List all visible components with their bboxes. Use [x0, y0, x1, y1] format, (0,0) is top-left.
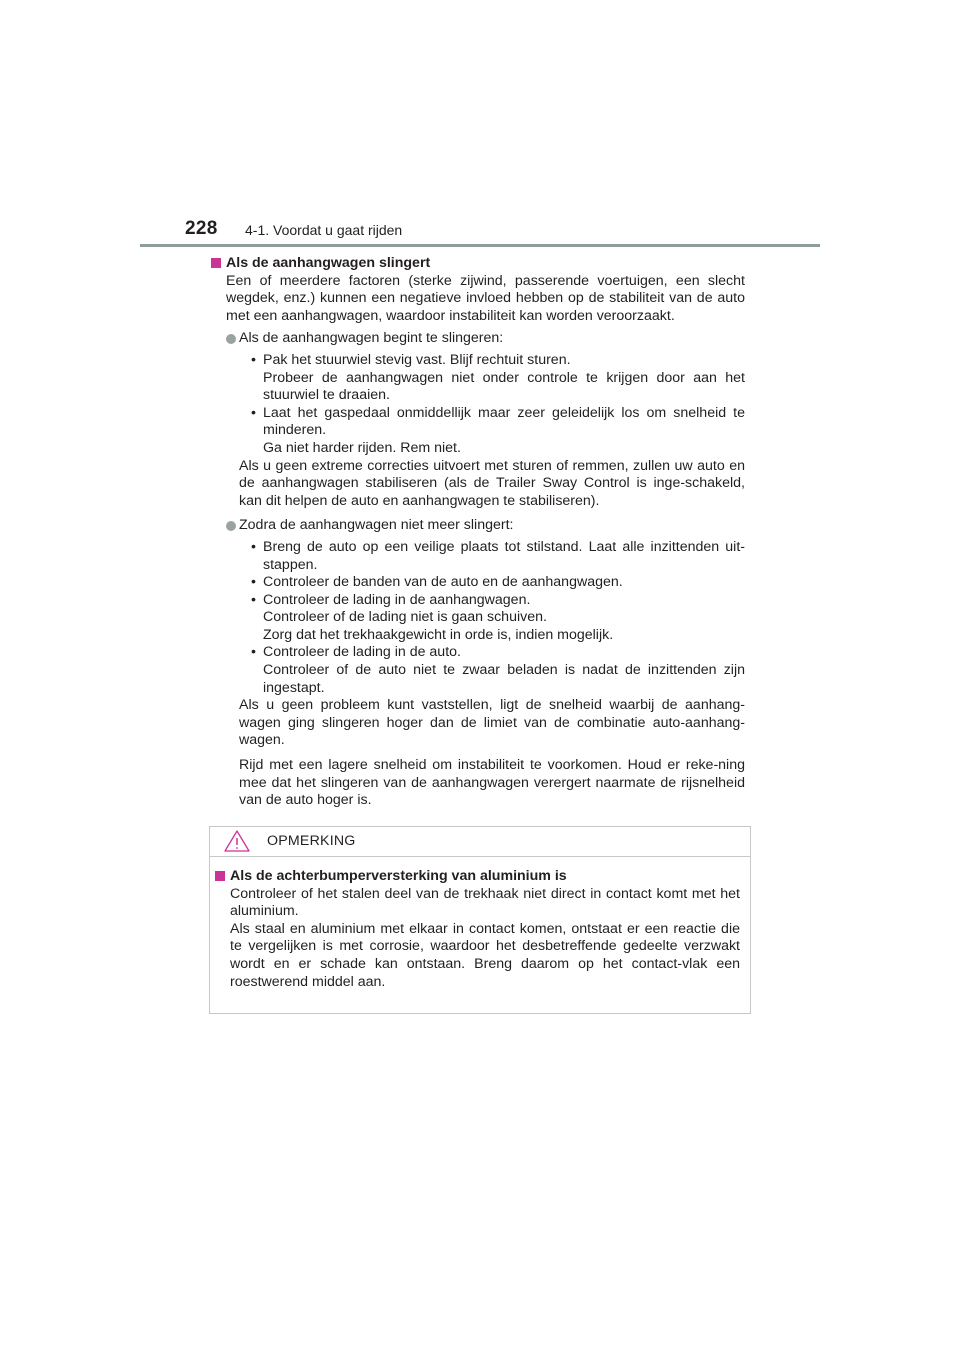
- list-item: [251, 405, 745, 458]
- bullet-item: [211, 517, 745, 535]
- notice-paragraph: Als staal en aluminium met elkaar in contact komen, ontstaat er een reactie die te vergelijken is met corrosie, waardoor het desbetreffende gedeelte verzwakt wordt en er schade kan ontstaan. Breng daarom op het contact-vlak een roestwerend middel aan.: [230, 920, 740, 990]
- bullet-title: Zodra de aanhangwagen niet meer slingert:: [239, 517, 514, 534]
- notice-body: [215, 868, 740, 991]
- list-item: [251, 539, 745, 574]
- notice-box: [209, 826, 751, 1014]
- square-bullet-icon: [211, 258, 221, 268]
- list-item: [251, 574, 745, 592]
- notice-label: OPMERKING: [267, 833, 356, 849]
- square-bullet-icon: [215, 871, 225, 881]
- circle-bullet-icon: [226, 334, 236, 344]
- list-item-text: Controleer de lading in de aanhangwagen.: [263, 591, 531, 608]
- list-item: [251, 352, 745, 405]
- list-item-continuation: Controleer of de auto niet te zwaar beladen is nadat de inzittenden zijn ingestapt.: [263, 662, 745, 696]
- list-item-text: Controleer de lading in de auto.: [263, 644, 461, 661]
- followup-paragraph: Als u geen probleem kunt vaststellen, ligt de snelheid waarbij de aanhang-wagen ging slingeren hoger dan de limiet van de combinatie auto-aanhang-wagen.: [239, 697, 745, 749]
- circle-bullet-icon: [226, 521, 236, 531]
- notice-header: [210, 827, 750, 857]
- dot-marker: •: [251, 404, 256, 421]
- section-heading-text: Als de aanhangwagen slingert: [226, 255, 431, 271]
- list-item-continuation: Controleer of de lading niet is gaan schuiven. Zorg dat het trekhaakgewicht in orde is, indien mogelijk.: [263, 609, 614, 643]
- dot-marker: •: [251, 574, 256, 591]
- dot-marker: •: [251, 351, 256, 368]
- bullet-title: Als de aanhangwagen begint te slingeren:: [239, 330, 504, 347]
- list-item: [251, 592, 745, 645]
- notice-paragraph: Controleer of het stalen deel van de trekhaak niet direct in contact komt met het aluminium.: [230, 885, 740, 920]
- followup-paragraph: Als u geen extreme correcties uitvoert met sturen of remmen, zullen uw auto en de aanhangwagen stabiliseren (als de Trailer Sway Control is inge-schakeld, kan dit helpen de auto en aanhangwagen te stabiliseren).: [239, 457, 745, 509]
- header-rule: [140, 244, 820, 247]
- list-item-text: Laat het gaspedaal onmiddellijk maar zeer geleidelijk los om snelheid te minderen.: [263, 404, 745, 439]
- warning-triangle-icon: [223, 829, 251, 853]
- bullet-item: [211, 330, 745, 348]
- followup-paragraph: Rijd met een lagere snelheid om instabiliteit te voorkomen. Houd er reke-ning mee dat het slingeren van de aanhangwagen verergert naarmate de rijsnelheid van de auto hoger is.: [239, 757, 745, 809]
- section-heading: [211, 255, 745, 273]
- main-content: [211, 255, 745, 810]
- list-item: [251, 644, 745, 697]
- list-item-continuation: Ga niet harder rijden. Rem niet.: [263, 439, 461, 456]
- intro-paragraph: Een of meerdere factoren (sterke zijwind, passerende voertuigen, een slecht wegdek, enz.) kunnen een negatieve invloed hebben op de stabiliteit van de auto met een aanhangwagen, waardoor instabiliteit kan worden veroorzaakt.: [226, 272, 745, 324]
- page-number: 228: [185, 218, 218, 239]
- dot-marker: •: [251, 644, 256, 661]
- notice-heading: [215, 868, 740, 886]
- page-header: [185, 218, 825, 244]
- sub-list: [211, 539, 745, 697]
- list-item-continuation: Probeer de aanhangwagen niet onder controle te krijgen door aan het stuurwiel te draaien.: [263, 369, 745, 404]
- section-title: 4-1. Voordat u gaat rijden: [245, 222, 403, 238]
- notice-heading-text: Als de achterbumperversterking van aluminium is: [230, 868, 567, 884]
- sub-list: [211, 352, 745, 458]
- list-item-text: Pak het stuurwiel stevig vast. Blijf rechtuit sturen.: [263, 351, 571, 368]
- list-item-text: Breng de auto op een veilige plaats tot stilstand. Laat alle inzittenden uit-stappen.: [263, 538, 745, 573]
- dot-marker: •: [251, 591, 256, 608]
- list-item-text: Controleer de banden van de auto en de aanhangwagen.: [263, 574, 623, 591]
- dot-marker: •: [251, 538, 256, 555]
